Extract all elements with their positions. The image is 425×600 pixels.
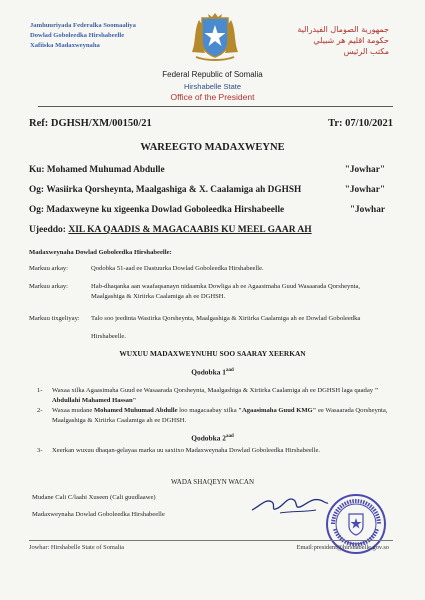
article-1-sup: aad <box>225 368 234 373</box>
state-label: Hirshabelle State <box>183 82 242 91</box>
addressee-name: Madaxweyne ku xigeenka Dowlad Goboleedka Hirshabeelle <box>46 205 285 215</box>
decree-heading: WUXUU MADAXWEYNUHU SOO SAARAY XEERKAN <box>119 349 306 358</box>
subject-label: Ujeeddo: <box>29 225 66 235</box>
header-left-line-1: Jamhuuriyada Federalka Soomaaliya <box>30 22 136 29</box>
addressee-town: "Jowhar <box>349 205 385 215</box>
list-item-bold: Mohamed Muhumad Abdulle <box>93 407 178 414</box>
closing-text: WADA SHAQEYN WACAN <box>170 478 255 486</box>
header-right-line-2: حكومة اقليم هر شبيلي <box>313 36 389 45</box>
consideration-label: Markuu arkay: <box>29 265 68 272</box>
signature-icon <box>250 488 330 518</box>
list-item-text: ee Wasaarada Qorsheynta, Maalgashiga & Xiriirka Caalamiga ah ee DGHSH. <box>52 407 388 424</box>
article-2-sup: aad <box>225 434 234 439</box>
subject-text: XIL KA QAADIS & MAGACAABIS KU MEEL GAAR AH <box>68 225 312 235</box>
addressee-row <box>29 165 393 175</box>
consideration-label: Markuu arkay: <box>29 283 68 290</box>
consideration-text: Hab-dhaqanka aan waafaqsanayn nidaamka Dowliga ah ee Agaasimaha Guud Wasaarada Qorsheynta, Maalgashiga & Xiriirka Caalamiga ah ee DGHSH. <box>91 283 361 300</box>
list-item <box>37 446 389 456</box>
document-date: Tr: 07/10/2021 <box>328 118 393 129</box>
subject-line <box>29 225 312 235</box>
consideration-text: Qodobka 51-aad ee Dastuurka Dowlad Goboleedka Hirshabeelle. <box>91 265 264 272</box>
header-left-somali <box>30 21 180 51</box>
header-right-arabic <box>269 24 389 57</box>
list-item-text: Waxaa mudane <box>52 407 94 414</box>
addressee-town: "Jowhar" <box>344 185 385 195</box>
article-1-heading <box>0 366 425 377</box>
addressee-row <box>29 205 393 215</box>
addressee-prefix: Og: <box>29 205 44 215</box>
signatory-name: Mudane Cali C/laahi Xuseen (Cali guudlaawe) <box>32 494 156 501</box>
list-item-number: 3- <box>37 447 43 454</box>
article-2-title: Qodobka 2 <box>191 433 226 443</box>
header-right-line-1: جمهورية الصومال الفيدرالية <box>297 25 389 34</box>
header-divider <box>38 106 393 107</box>
addressee-town: "Jowhar" <box>344 165 385 175</box>
addressee-name: Wasiirka Qorsheynta, Maalgashiga & X. Caalamiga ah DGHSH <box>46 185 302 195</box>
header-right-line-3: مكتب الرئيس <box>343 47 389 56</box>
addressee-prefix: Ku: <box>29 165 45 175</box>
list-item-number: 1- <box>37 387 43 394</box>
coat-of-arms-icon <box>186 12 244 64</box>
list-item-bold: "Agaasimaha Guud KMG" <box>238 407 317 414</box>
footer-divider <box>29 540 393 541</box>
intro-text: Madaxweynaha Dowlad Goboleedka Hirshabeelle: <box>29 249 172 256</box>
federal-republic-label: Federal Republic of Somalia <box>162 70 263 79</box>
consideration-label: Markuu tixgeliyay: <box>29 315 80 322</box>
article-2-heading <box>0 432 425 443</box>
list-item <box>37 406 389 426</box>
list-item-text: Waxaa xilka Agaasimaha Guud ee Wasaarada Qorsheynta, Maalgashiga & Xiriirka Caalamiga ah ee DGHSH laga qaaday <box>52 387 375 394</box>
list-item-text: loo magacaabay xilka <box>177 407 239 414</box>
header-left-line-3: Xafiiska Madaxweynaha <box>30 42 100 49</box>
article-1-list <box>37 386 389 426</box>
consideration-text: Talo soo jeedinta Wasiirka Qorsheynta, Maalgashiga & Xiriirka Caalamiga ah ee Dowlad Goboleedka Hirshabeelle. <box>91 315 361 340</box>
list-item-text: Xeerkan wuxuu dhaqan-gelayaa marka uu saxiixo Madaxweynaha Dowlad Goboleedka Hirshabeelle. <box>52 447 321 454</box>
list-item <box>37 386 389 406</box>
addressee-row <box>29 185 393 195</box>
addressee-name: Mohamed Muhumad Abdulle <box>46 165 165 175</box>
article-2-list <box>37 446 389 456</box>
article-1-title: Qodobka 1 <box>191 367 226 377</box>
reference-number: Ref: DGHSH/XM/00150/21 <box>29 118 152 129</box>
footer-email: Email:president@hirshabelle.gov.so <box>296 544 389 551</box>
list-item-bold: " Abdullahi Mahamed Hassan" <box>52 387 379 404</box>
signatory-title: Madaxweynaha Dowlad Goboleedka Hirshabeelle <box>32 511 165 518</box>
list-item-number: 2- <box>37 407 43 414</box>
footer-address: Jowhar: Hirshabelle State of Somalia <box>29 544 125 551</box>
document-title: WAREEGTO MADAXWEYNE <box>140 142 285 153</box>
office-label: Office of the President <box>170 92 255 102</box>
addressee-prefix: Og: <box>29 185 44 195</box>
header-left-line-2: Dowlad Goboleedka Hirshabeelle <box>30 32 125 39</box>
